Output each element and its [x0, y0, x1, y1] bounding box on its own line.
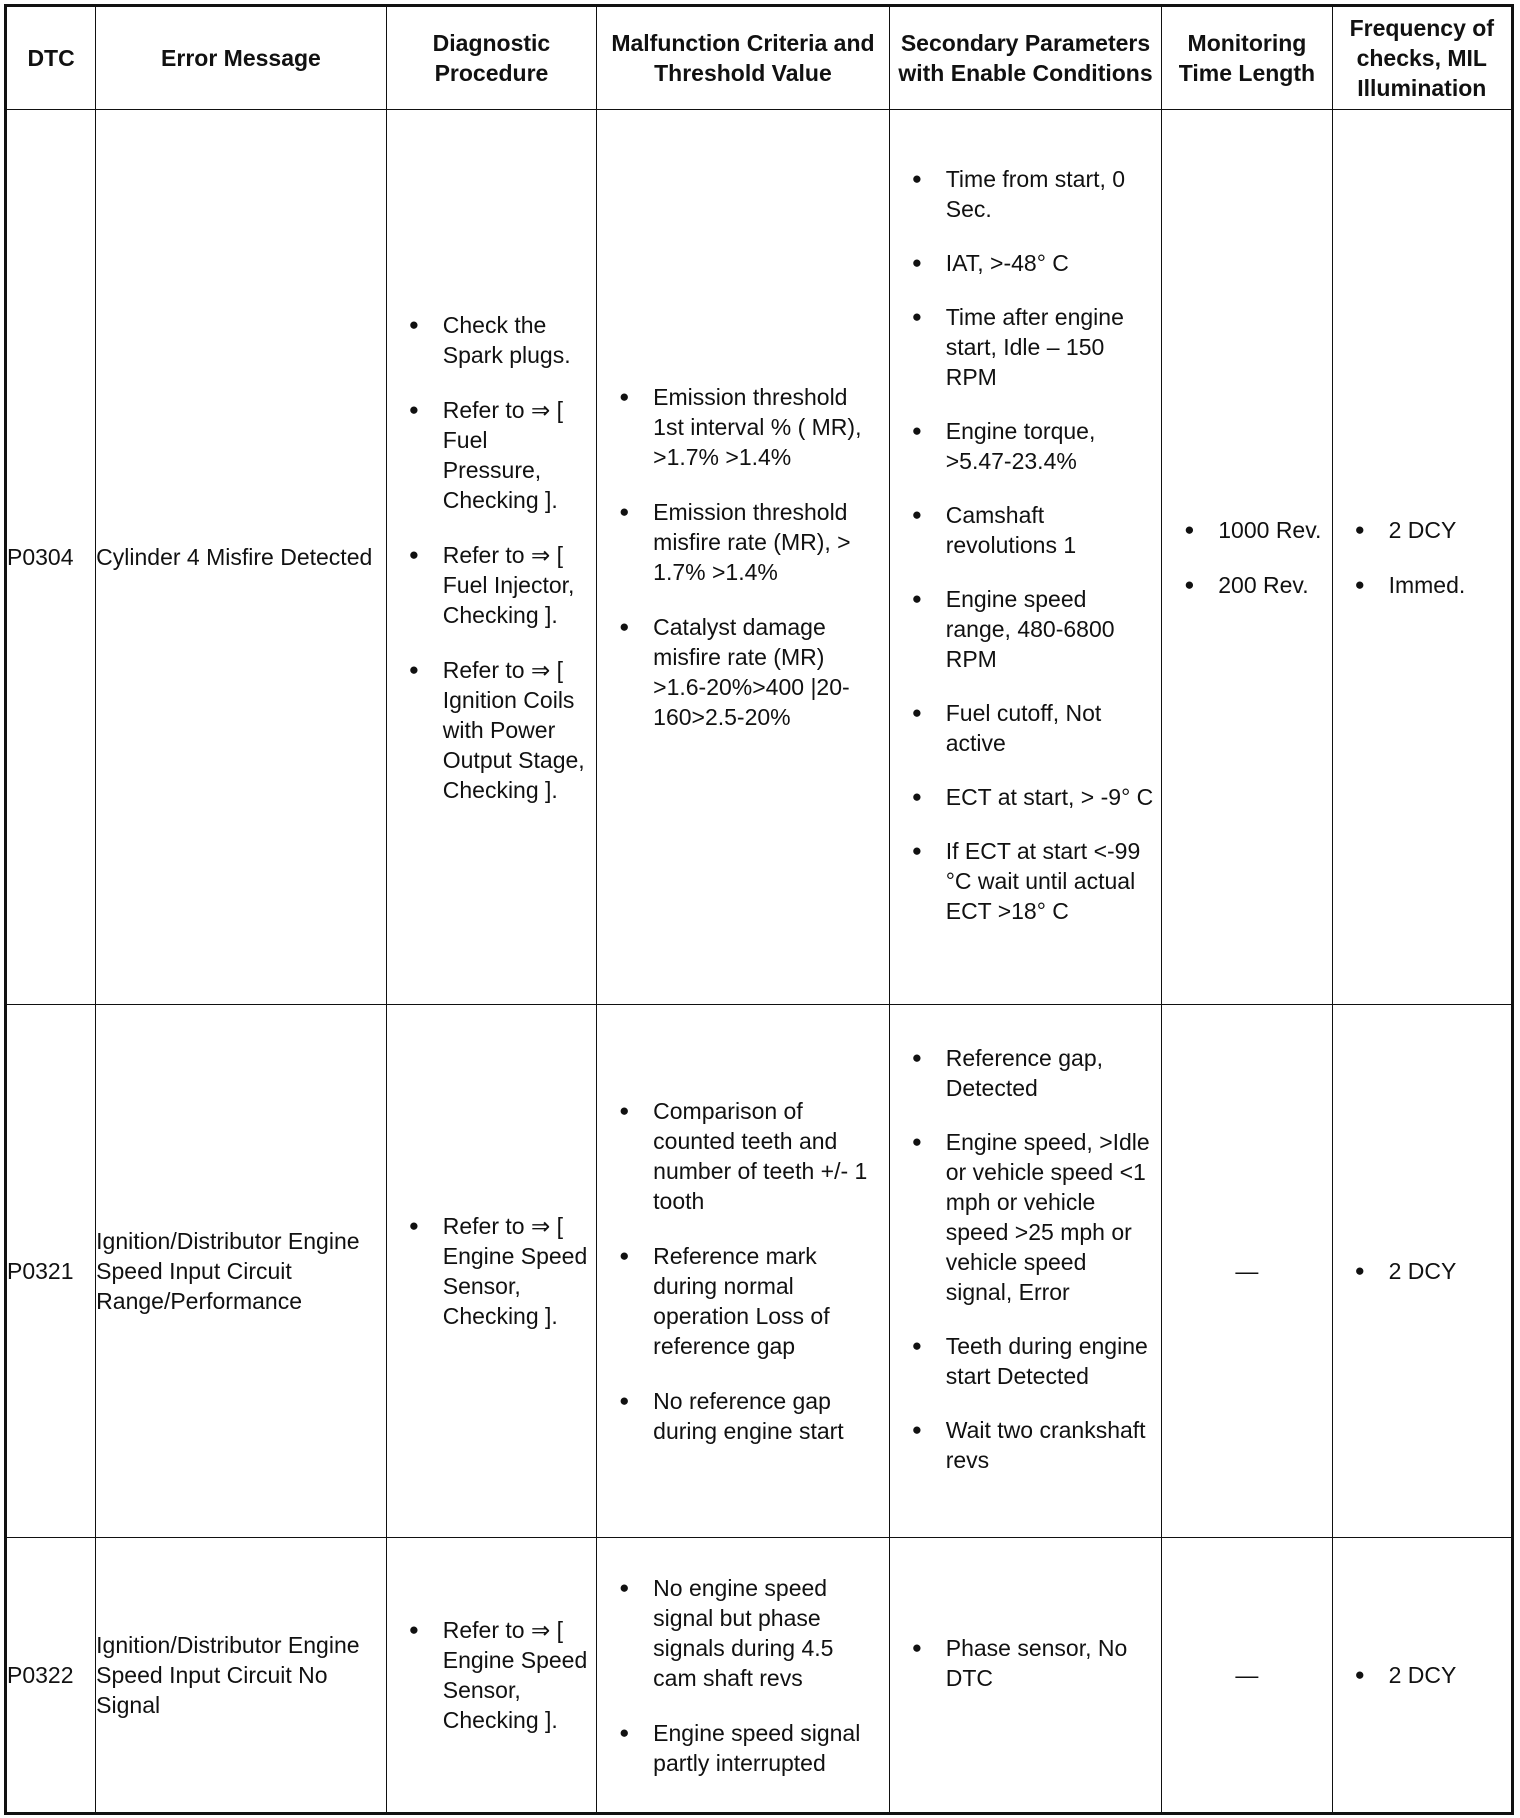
header-malfunction-criteria: Malfunction Criteria and Threshold Value — [597, 6, 890, 110]
list-item: ● Reference gap, Detected — [912, 1043, 1154, 1103]
list-item: ● Teeth during engine start Detected — [912, 1331, 1154, 1391]
list-item: ● 2 DCY — [1355, 1256, 1503, 1286]
list-item: ● Reference mark during normal operation Loss of reference gap — [619, 1241, 881, 1361]
list-item: ● Camshaft revolutions 1 — [912, 500, 1154, 560]
list-item: ● IAT, >-48° C — [912, 248, 1154, 278]
list-item: ● No reference gap during engine start — [619, 1386, 881, 1446]
table-row — [6, 1538, 1513, 1814]
header-secondary-parameters: Secondary Parameters with Enable Conditions — [889, 6, 1162, 110]
header-dtc: DTC — [6, 6, 96, 110]
list-item: ● If ECT at start <-99 °C wait until actual ECT >18° C — [912, 836, 1154, 926]
diagnostic-procedure-cell — [386, 110, 596, 1005]
error-message: Ignition/Distributor Engine Speed Input Circuit No Signal — [96, 1538, 387, 1814]
list-item: ● 1000 Rev. — [1184, 515, 1323, 545]
list-item: ● ECT at start, > -9° C — [912, 782, 1154, 812]
monitoring-time-cell — [1162, 110, 1332, 1005]
list-item: ● Refer to ⇒ [ Fuel Injector, Checking ]. — [409, 540, 588, 630]
malfunction-criteria-cell — [597, 1005, 890, 1538]
list-item: ● Engine speed range, 480-6800 RPM — [912, 584, 1154, 674]
list-item: ● Refer to ⇒ [ Engine Speed Sensor, Checking ]. — [409, 1615, 588, 1735]
list-item: ● No engine speed signal but phase signals during 4.5 cam shaft revs — [619, 1573, 881, 1693]
dtc-table — [4, 4, 1514, 1815]
list-item: ● Comparison of counted teeth and number of teeth +/- 1 tooth — [619, 1096, 881, 1216]
list-item: ● Engine speed signal partly interrupted — [619, 1718, 881, 1778]
dtc-code: P0304 — [6, 110, 96, 1005]
table-row — [6, 110, 1513, 1005]
table-row — [6, 1005, 1513, 1538]
monitoring-time-cell: — — [1162, 1538, 1332, 1814]
frequency-cell — [1332, 110, 1512, 1005]
diagnostic-procedure-cell — [386, 1005, 596, 1538]
dtc-code: P0321 — [6, 1005, 96, 1538]
error-message: Cylinder 4 Misfire Detected — [96, 110, 387, 1005]
list-item: ● 200 Rev. — [1184, 570, 1323, 600]
list-item: ● Phase sensor, No DTC — [912, 1633, 1154, 1693]
list-item: ● Fuel cutoff, Not active — [912, 698, 1154, 758]
list-item: ● 2 DCY — [1355, 1660, 1503, 1690]
malfunction-criteria-cell — [597, 110, 890, 1005]
list-item: ● Refer to ⇒ [ Engine Speed Sensor, Checking ]. — [409, 1211, 588, 1331]
list-item: ● Check the Spark plugs. — [409, 310, 588, 370]
secondary-parameters-cell — [889, 1538, 1162, 1814]
malfunction-criteria-cell — [597, 1538, 890, 1814]
header-frequency: Frequency of checks, MIL Illumination — [1332, 6, 1512, 110]
frequency-cell — [1332, 1005, 1512, 1538]
list-item: ● Refer to ⇒ [ Fuel Pressure, Checking ]. — [409, 395, 588, 515]
list-item: ● Wait two crankshaft revs — [912, 1415, 1154, 1475]
dtc-code: P0322 — [6, 1538, 96, 1814]
header-monitoring-time: Monitoring Time Length — [1162, 6, 1332, 110]
header-error-message: Error Message — [96, 6, 387, 110]
list-item: ● Emission threshold misfire rate (MR), > 1.7% >1.4% — [619, 497, 881, 587]
list-item: ● Engine speed, >Idle or vehicle speed <1 mph or vehicle speed >25 mph or vehicle speed signal, Error — [912, 1127, 1154, 1307]
list-item: ● 2 DCY — [1355, 515, 1503, 545]
list-item: ● Time after engine start, Idle – 150 RPM — [912, 302, 1154, 392]
header-diagnostic-procedure: Diagnostic Procedure — [386, 6, 596, 110]
list-item: ● Refer to ⇒ [ Ignition Coils with Power Output Stage, Checking ]. — [409, 655, 588, 805]
list-item: ● Time from start, 0 Sec. — [912, 164, 1154, 224]
list-item: ● Immed. — [1355, 570, 1503, 600]
secondary-parameters-cell — [889, 110, 1162, 1005]
monitoring-time-cell: — — [1162, 1005, 1332, 1538]
secondary-parameters-cell — [889, 1005, 1162, 1538]
frequency-cell — [1332, 1538, 1512, 1814]
list-item: ● Emission threshold 1st interval % ( MR), >1.7% >1.4% — [619, 382, 881, 472]
list-item: ● Catalyst damage misfire rate (MR) >1.6-20%>400 |20-160>2.5-20% — [619, 612, 881, 732]
diagnostic-procedure-cell — [386, 1538, 596, 1814]
list-item: ● Engine torque, >5.47-23.4% — [912, 416, 1154, 476]
error-message: Ignition/Distributor Engine Speed Input Circuit Range/Performance — [96, 1005, 387, 1538]
header-row — [6, 6, 1513, 110]
